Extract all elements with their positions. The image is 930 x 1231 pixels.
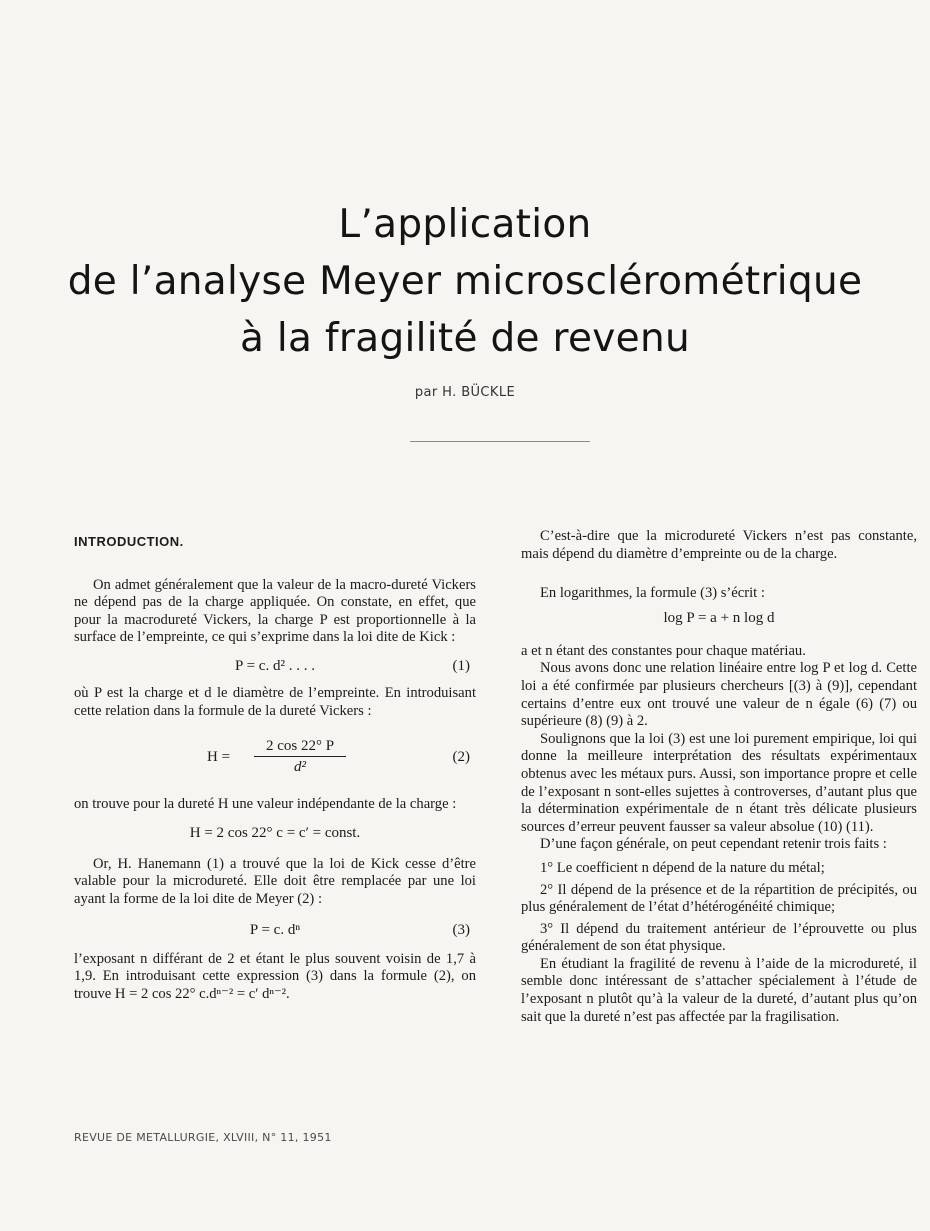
equation-3 [74,822,476,844]
paragraph: En logarithmes, la formule (3) s’écrit : [540,585,765,602]
equation-2-number: (2) [452,749,470,766]
list-item: 1° Le coefficient n dépend de la nature du métal; [540,859,825,876]
paragraph: D’une façon générale, on peut cependant retenir trois faits : [540,836,887,853]
equation-4-text: P = c. dⁿ [249,921,301,938]
paragraph: l’exposant n différant de 2 et étant le plus souvent voisin de 1,7 à 1,9. En introduisant cette expression (3) dans la formule (2), on trouve H = 2 cos 22° c.dⁿ⁻² = c′ dⁿ⁻². [74,950,476,1002]
title-line-2: de l’analyse Meyer microsclérométrique [67,259,863,304]
paragraph: Or, H. Hanemann (1) a trouvé que la loi de Kick cesse d’être valable pour la microdureté. Elle doit être remplacée par une loi ayant la forme de la loi dite de Meyer (2) : [74,855,476,907]
paragraph: En étudiant la fragilité de revenu à l’aide de la microdureté, il semble donc intéressant de s’attacher spécialement à l’étude de l’exposant n plutôt qu’à la valeur de la dureté, d’autant plus qu’on sait que la dureté n’est pas affectée par la fragilisation. [521,955,917,1025]
title-line-1: L’application [338,202,592,247]
paragraph: Nous avons donc une relation linéaire entre log P et log d. Cette loi a été confirmée par plusieurs chercheurs [(3) à (9)], cependant certains d’entre eux ont trouvé une valeur de n égale (6) (7) ou supérieure (8) (9) à 2. [521,660,917,730]
paragraph: Soulignons que la loi (3) est une loi purement empirique, loi qui donne la meilleure interprétation des résultats expérimentaux obtenus avec les métaux purs. Aussi, son importance propre et celle de l’exposant n sont-elles sujettes à controverses, d’autant plus que la détermination expérimentale de n étant très délicate plusieurs sources d’erreur peuvent fausser sa valeur absolue (10) (11). [521,730,917,835]
paragraph: On admet généralement que la valeur de la macro-dureté Vickers ne dépend pas de la charge appliquée. On constate, en effet, que pour la macrodureté Vickers, la charge P est proportionnelle à la surface de l’empreinte, ce qui s’exprime dans la loi dite de Kick : [74,576,476,646]
title-line-3: à la fragilité de revenu [239,316,691,361]
equation-4-number: (3) [452,921,470,938]
paragraph: où P est la charge et d le diamètre de l’empreinte. En introduisant cette relation dans la formule de la dureté Vickers : [74,684,476,719]
right-column [521,528,917,1026]
article-title [0,196,930,367]
equation-1-number: (1) [452,657,470,674]
author-byline: par H. BÜCKLE [414,385,516,400]
equation-2-numerator: 2 cos 22° P [254,736,346,757]
equation-2-fraction [254,736,346,777]
journal-footer: REVUE DE METALLURGIE, XLVIII, N° 11, 1951 [74,1131,332,1144]
equation-2-denominator: d² [294,759,306,776]
list-item: 3° Il dépend du traitement antérieur de l’éprouvette ou plus généralement de son état physique. [521,920,917,955]
paragraph: on trouve pour la dureté H une valeur indépendante de la charge : [74,796,457,813]
paragraph: C’est-à-dire que la microdureté Vickers n’est pas constante, mais dépend du diamètre d’empreinte ou de la charge. [521,528,917,562]
section-heading: INTRODUCTION. [74,534,184,549]
equation-3-text: H = 2 cos 22° c = c′ = const. [189,824,361,841]
equation-1 [74,655,476,677]
title-divider [410,441,590,442]
equation-5-text: log P = a + n log d [663,609,775,626]
equation-1-text: P = c. d² . . . . [235,657,315,674]
paragraph: a et n étant des constantes pour chaque matériau. [521,642,806,659]
equation-5 [521,607,917,629]
equation-4 [74,919,476,941]
left-column [74,533,476,1003]
equation-2-lhs: H = [207,749,231,766]
list-item: 2° Il dépend de la présence et de la répartition de précipités, ou plus généralement de l’état d’hétérogénéité chimique; [521,881,917,916]
equation-2 [74,736,476,782]
